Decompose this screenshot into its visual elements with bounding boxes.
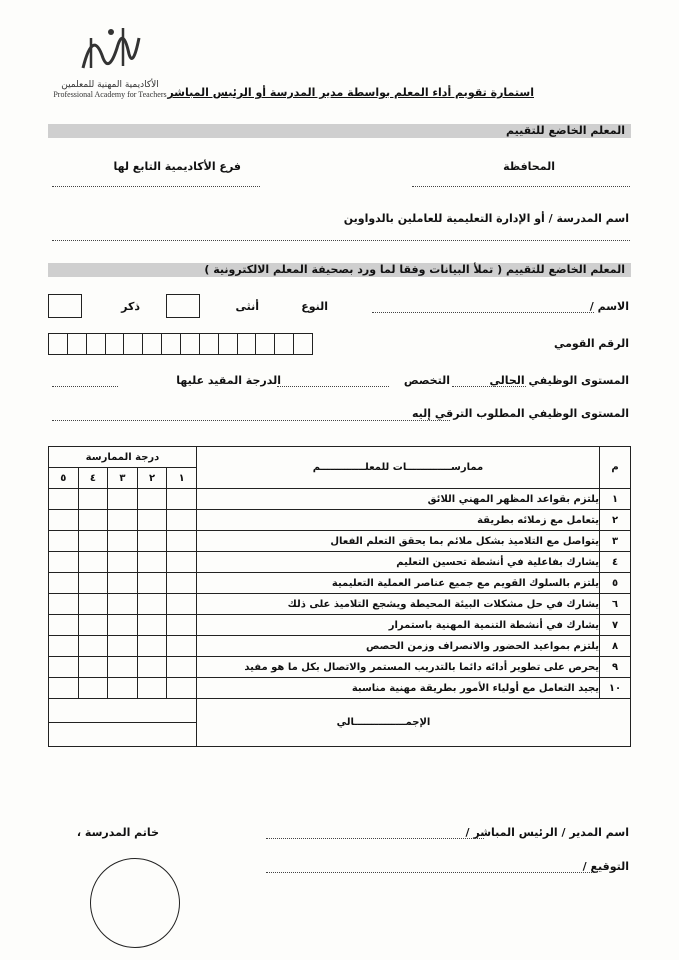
signature-field[interactable] — [266, 872, 596, 873]
gender-label: النوع — [301, 300, 328, 313]
logo-arabic-text: الأكاديمية المهنية للمعلمين — [61, 80, 159, 90]
specialization-label: التخصص — [403, 374, 450, 387]
governorate-field[interactable] — [412, 186, 630, 187]
table-row — [49, 636, 631, 657]
manager-label: اسم المدير / الرئيس المباشر / — [465, 826, 629, 839]
practice-text: يتعامل مع زملائه بطريقة — [197, 510, 600, 531]
practice-text: يجيد التعامل مع أولياء الأمور بطريقة مهنية مناسبة — [197, 678, 600, 699]
practice-text: يلتزم بقواعد المظهر المهني اللائق — [197, 489, 600, 510]
table-row — [49, 594, 631, 615]
scale-3: ٣ — [108, 468, 138, 489]
row-number: ٩ — [600, 657, 631, 678]
degree-label: الدرجة المقيد عليها — [176, 374, 281, 387]
male-label: ذكر — [121, 300, 140, 313]
academy-branch-label: فرع الأكاديمية التابع لها — [113, 160, 241, 173]
degree-field[interactable] — [52, 386, 118, 387]
name-label: الاسم / — [589, 300, 629, 313]
row-number: ٣ — [600, 531, 631, 552]
current-level-field[interactable] — [452, 386, 526, 387]
section2-title: المعلم الخاضع للتقييم ( تملأ البيانات وفقا لما ورد بصحيفة المعلم الالكترونية ) — [204, 263, 625, 276]
practice-text: يحرص على تطوير أدائه دائما بالتدريب المستمر والاتصال بكل ما هو مفيد — [197, 657, 600, 678]
national-id-label: الرقم القومي — [553, 337, 629, 350]
table-header-row — [49, 447, 631, 468]
section2-header — [48, 263, 631, 277]
section1-title: المعلم الخاضع للتقييم — [506, 124, 625, 137]
row-number: ٨ — [600, 636, 631, 657]
school-seal-circle — [90, 858, 180, 948]
logo-english-text: Professional Academy for Teachers — [53, 90, 167, 99]
row-number: ٦ — [600, 594, 631, 615]
total-row-top — [49, 699, 631, 723]
row-number: ١ — [600, 489, 631, 510]
school-name-field[interactable] — [52, 240, 630, 241]
practice-text: يلتزم بمواعيد الحضور والانصراف وزمن الحصص — [197, 636, 600, 657]
male-checkbox[interactable] — [48, 294, 82, 318]
table-row — [49, 552, 631, 573]
row-number: ٥ — [600, 573, 631, 594]
governorate-label: المحافظة — [503, 160, 555, 173]
academy-branch-field[interactable] — [52, 186, 260, 187]
academy-logo — [40, 18, 180, 110]
female-label: أنثى — [235, 300, 259, 313]
practice-text: يشارك في حل مشكلات البيئة المحيطة ويشجع التلاميذ على ذلك — [197, 594, 600, 615]
practices-header: ممارســـــــــــــات للمعلـــــــــــــم — [197, 447, 600, 489]
practice-text: يلتزم بالسلوك القويم مع جميع عناصر العملية التعليمية — [197, 573, 600, 594]
form-title: استمارة تقويم أداء المعلم بواسطة مدير المدرسة أو الرئيس المباشر — [167, 86, 534, 99]
specialization-field[interactable] — [277, 386, 389, 387]
scale-4: ٤ — [78, 468, 108, 489]
table-row — [49, 615, 631, 636]
row-number: ٢ — [600, 510, 631, 531]
section1-header — [48, 124, 631, 138]
target-level-label: المستوى الوظيفي المطلوب الترقي إليه — [411, 407, 629, 420]
female-checkbox[interactable] — [166, 294, 200, 318]
table-row — [49, 489, 631, 510]
row-number: ٤ — [600, 552, 631, 573]
practice-text: يشارك في أنشطة التنمية المهنية باستمرار — [197, 615, 600, 636]
table-row — [49, 510, 631, 531]
table-row — [49, 678, 631, 699]
signature-label: التوقيع / — [582, 860, 629, 873]
total-value-top[interactable] — [49, 699, 197, 723]
current-level-label: المستوى الوظيفي الحالي — [489, 374, 629, 387]
practice-text: يشارك بفاعلية في أنشطة تحسين التعليم — [197, 552, 600, 573]
table-row — [49, 657, 631, 678]
row-number-header: م — [600, 447, 631, 489]
table-row — [49, 573, 631, 594]
practice-text: يتواصل مع التلاميذ بشكل ملائم بما يحقق التعلم الفعال — [197, 531, 600, 552]
row-number: ٧ — [600, 615, 631, 636]
school-seal-label: خاتم المدرسة ، — [76, 826, 159, 839]
name-field[interactable] — [372, 312, 594, 313]
scale-5: ٥ — [49, 468, 79, 489]
practice-degree-header: درجة الممارسة — [49, 447, 197, 468]
row-number: ١٠ — [600, 678, 631, 699]
table-row — [49, 531, 631, 552]
target-level-field[interactable] — [52, 420, 450, 421]
manager-field[interactable] — [266, 838, 484, 839]
total-value-bottom[interactable] — [49, 723, 197, 747]
scale-1: ١ — [167, 468, 197, 489]
school-name-label: اسم المدرسة / أو الإدارة التعليمية للعاملين بالدواوين — [343, 212, 629, 225]
scale-2: ٢ — [137, 468, 167, 489]
practices-table — [48, 446, 631, 747]
national-id-cells[interactable] — [48, 333, 313, 355]
total-label: الإجمـــــــــــــــالي — [197, 699, 631, 747]
calligraphy-logo-icon — [73, 18, 147, 76]
